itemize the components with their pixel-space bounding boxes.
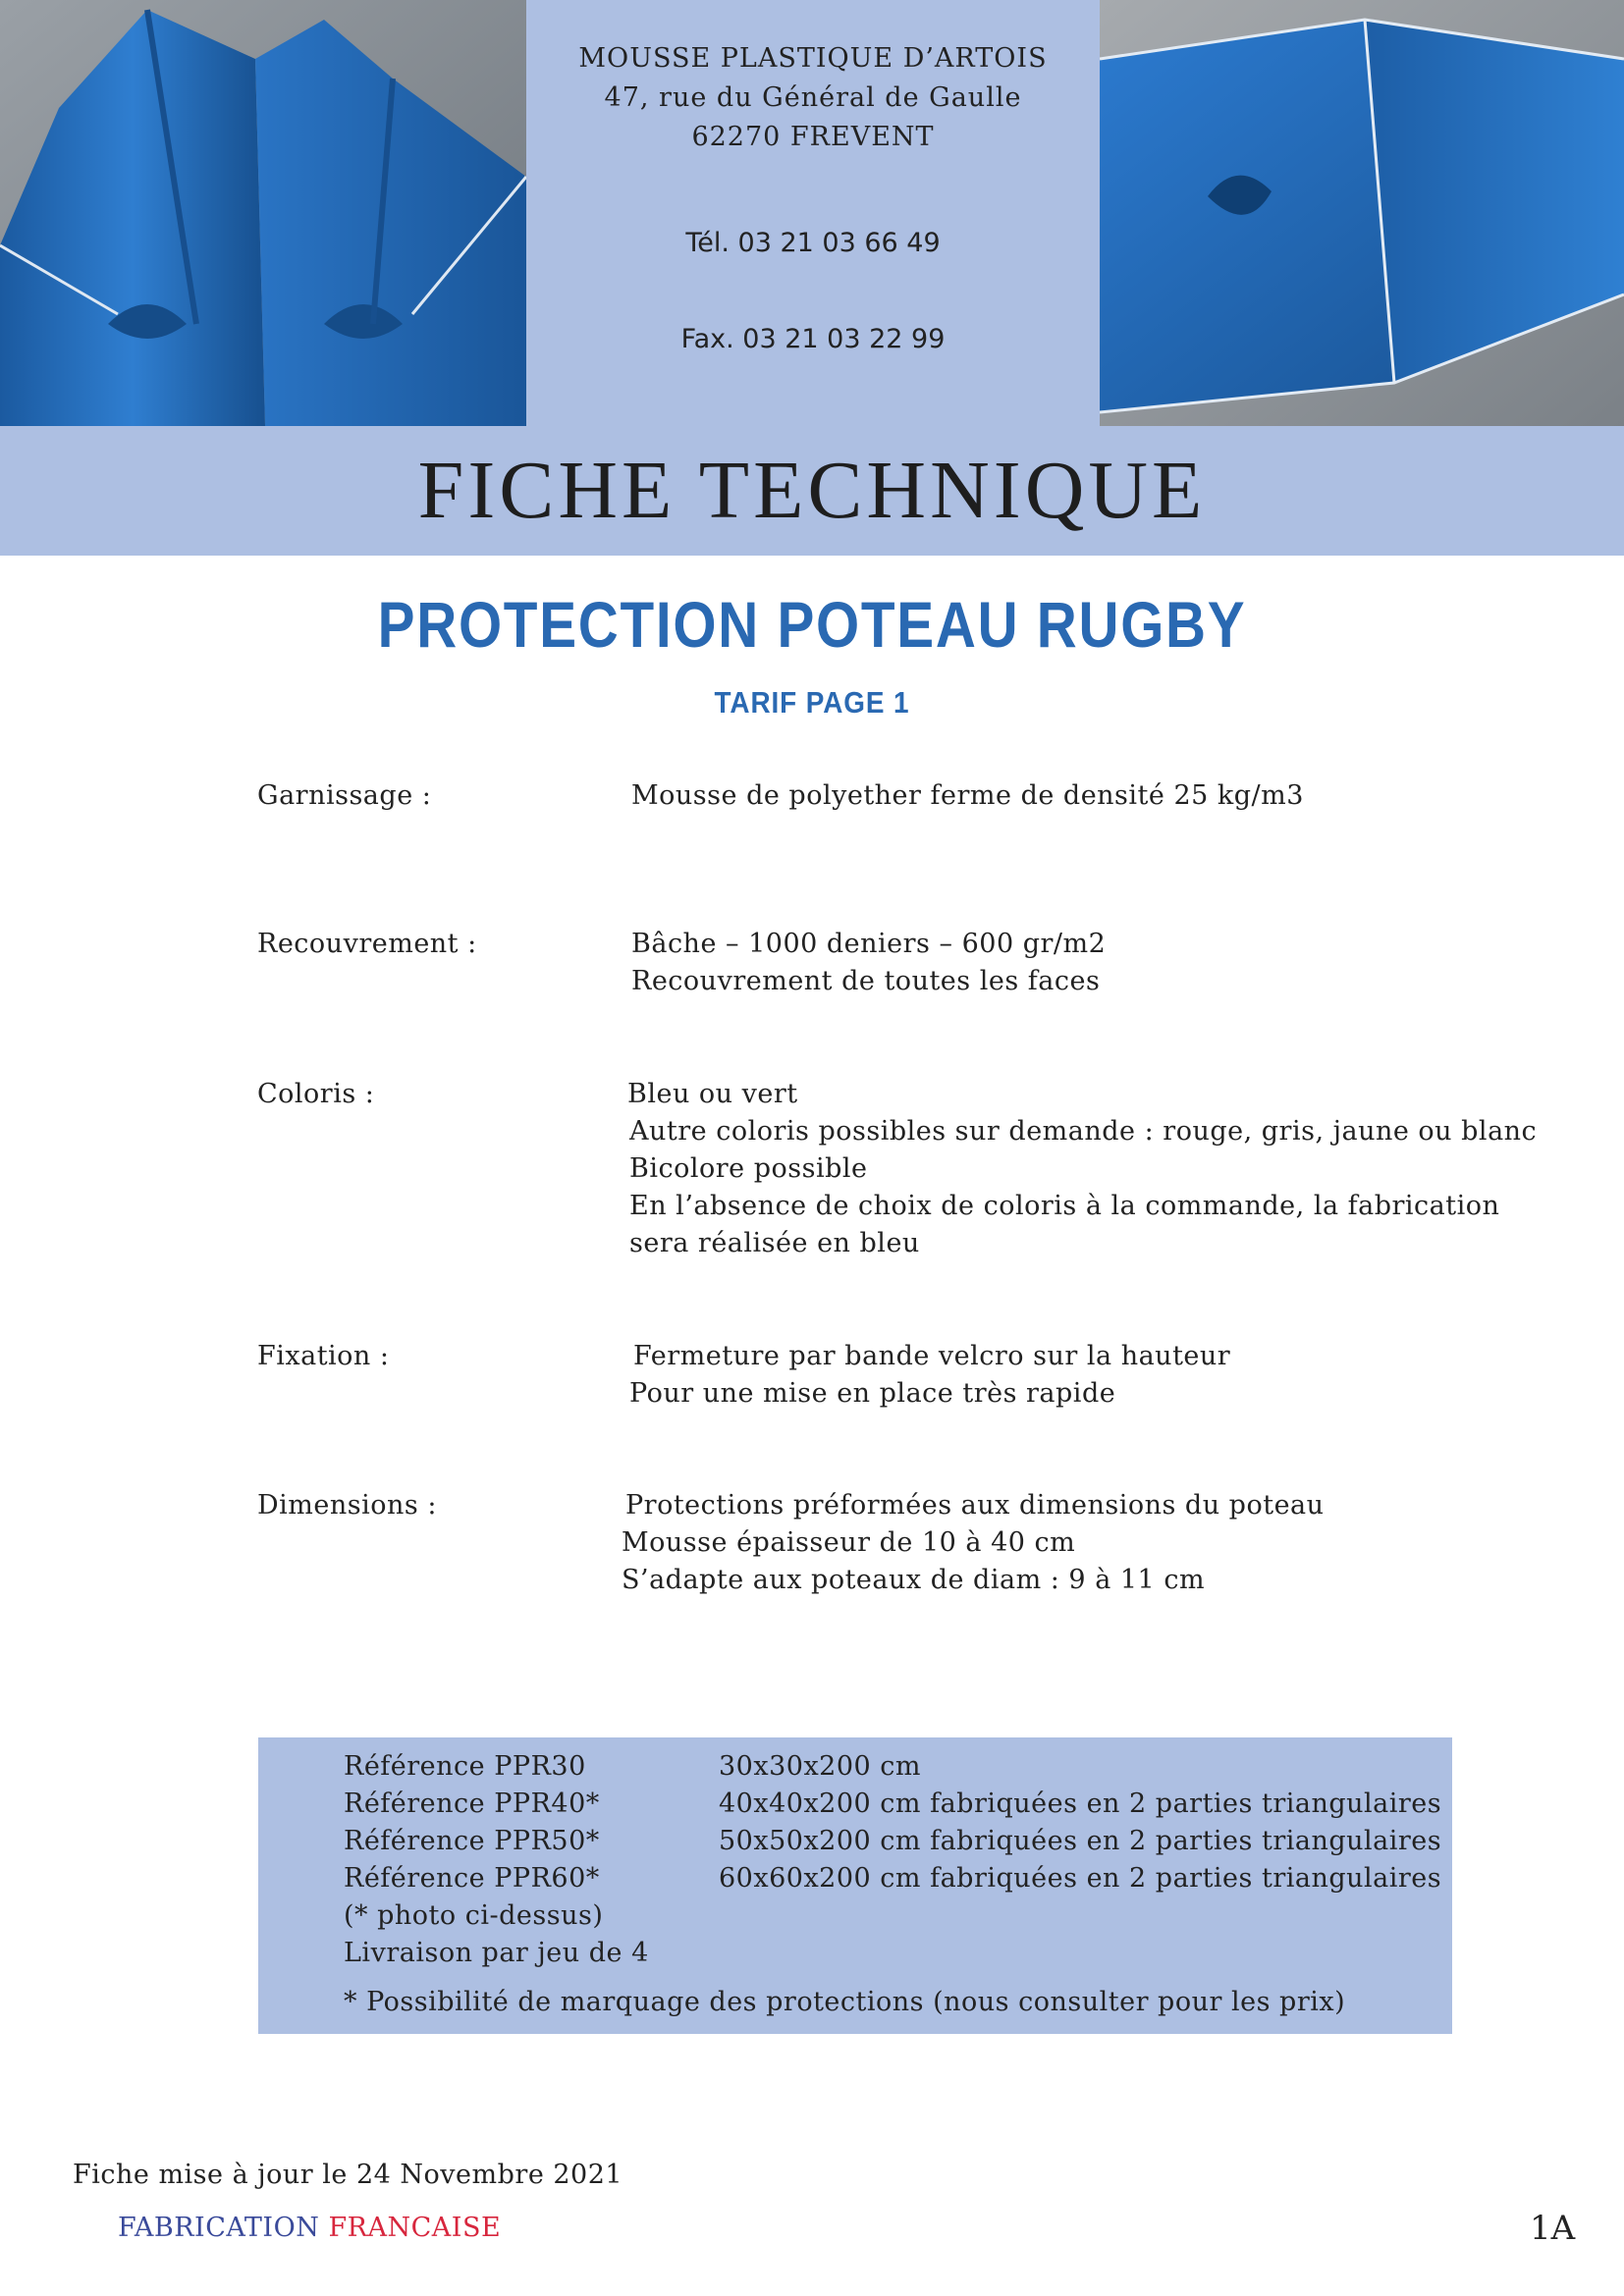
spec-value-line: Fermeture par bande velcro sur la hauteur [633,1341,1231,1371]
made-in-label-part1: FABRICATION [118,2213,320,2243]
contact-block [526,0,1100,426]
spec-value-line: Bicolore possible [629,1153,868,1184]
spec-value-line: Autre coloris possibles sur demande : rouge, gris, jaune ou blanc [629,1116,1538,1147]
spec-label-recouvrement: Recouvrement : [257,929,477,959]
company-phone: Tél. 03 21 03 66 49 [685,228,941,258]
made-in-label-part2: FRANCAISE [328,2213,502,2243]
made-in-france-label [118,2213,501,2243]
company-city: 62270 FREVENT [691,122,935,152]
spec-value-line: Bâche – 1000 deniers – 600 gr/m2 [631,929,1107,959]
spec-value-line: Mousse épaisseur de 10 à 40 cm [622,1527,1076,1558]
reference-dimensions: 50x50x200 cm fabriquées en 2 parties triangulaires [719,1826,1442,1856]
reference-name: Référence PPR40* [344,1789,600,1819]
title-band [0,426,1624,556]
spec-value-line: Recouvrement de toutes les faces [631,966,1101,996]
spec-label-garnissage: Garnissage : [257,780,432,811]
page-number: 1A [1530,2209,1576,2248]
spec-value-line: En l’absence de choix de coloris à la commande, la fabrication [629,1191,1500,1221]
spec-label-coloris: Coloris : [257,1079,375,1109]
reference-name: Référence PPR30 [344,1751,586,1782]
reference-dimensions: 40x40x200 cm fabriquées en 2 parties triangulaires [719,1789,1442,1819]
delivery-note: Livraison par jeu de 4 [344,1938,649,1968]
tarif-reference: TARIF PAGE 1 [714,685,910,720]
reference-table [258,1737,1452,2034]
spec-value-line: Pour une mise en place très rapide [629,1378,1116,1409]
company-street: 47, rue du Général de Gaulle [604,82,1022,113]
marking-note: * Possibilité de marquage des protections (nous consulter pour les prix) [344,1987,1346,2017]
spec-value-line: Mousse de polyether ferme de densité 25 kg/m3 [631,780,1304,811]
spec-value-line: sera réalisée en bleu [629,1228,920,1258]
photo-note: (* photo ci-dessus) [344,1900,604,1931]
product-photo-right [1100,0,1624,426]
product-photo-right-image [1100,0,1624,426]
reference-name: Référence PPR50* [344,1826,600,1856]
product-photo-left [0,0,526,426]
spec-label-fixation: Fixation : [257,1341,390,1371]
reference-name: Référence PPR60* [344,1863,600,1894]
spec-label-dimensions: Dimensions : [257,1490,437,1521]
reference-dimensions: 30x30x200 cm [719,1751,922,1782]
spec-value-line: Protections préformées aux dimensions du poteau [625,1490,1325,1521]
company-fax: Fax. 03 21 03 22 99 [680,324,946,354]
company-name: MOUSSE PLASTIQUE D’ARTOIS [578,43,1048,74]
product-title: PROTECTION POTEAU RUGBY [377,588,1247,661]
product-photo-left-image [0,0,526,426]
update-note: Fiche mise à jour le 24 Novembre 2021 [73,2160,623,2190]
spec-value-line: S’adapte aux poteaux de diam : 9 à 11 cm [622,1565,1206,1595]
page-title: FICHE TECHNIQUE [417,445,1207,536]
reference-dimensions: 60x60x200 cm fabriquées en 2 parties triangulaires [719,1863,1442,1894]
spec-value-line: Bleu ou vert [627,1079,798,1109]
